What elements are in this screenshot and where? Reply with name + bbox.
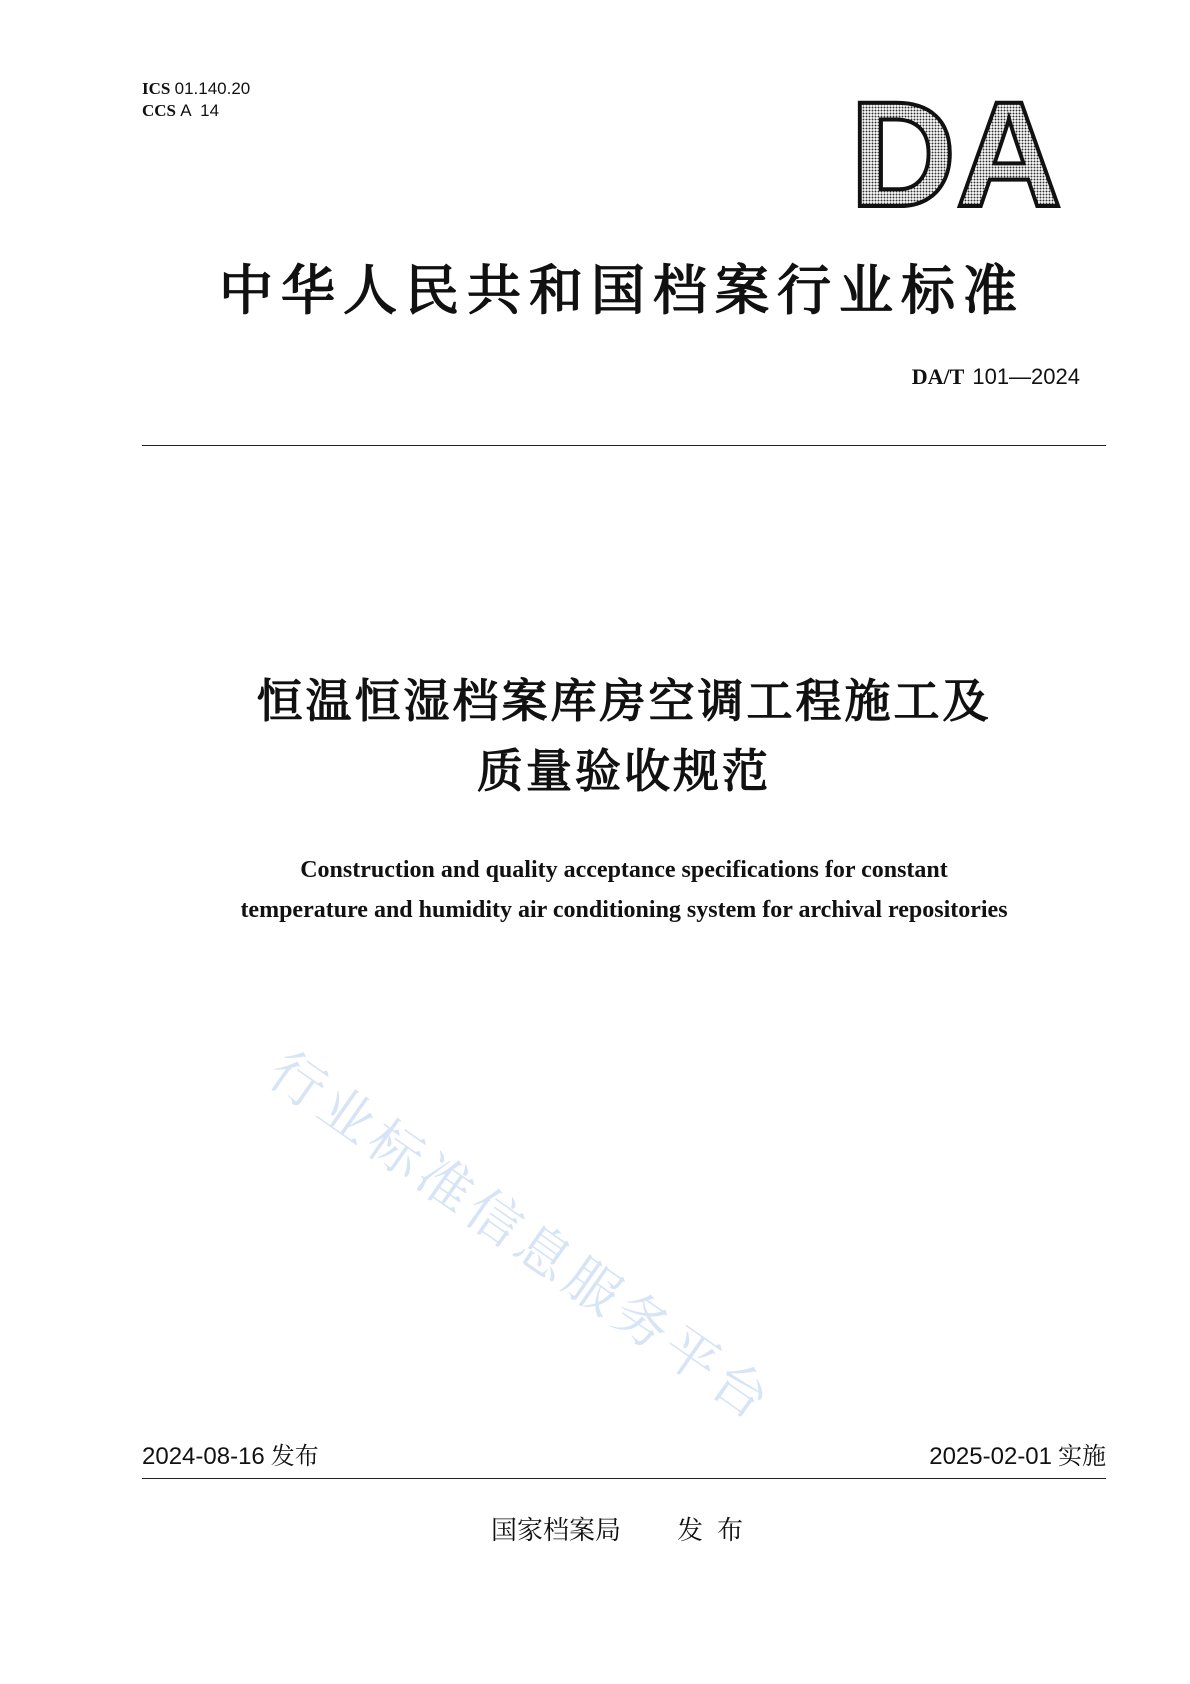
da-logo-text: DA [850,88,1062,216]
ccs-label: CCS [142,101,177,120]
implementation-date [929,1436,1106,1471]
ics-value: 01.140.20 [174,79,251,98]
implementation-date-value: 2025-02-01 [929,1443,1052,1470]
ics-label: ICS [142,79,171,98]
da-logo [850,88,1065,216]
issue-date-value: 2024-08-16 [142,1443,265,1470]
issue-date [142,1436,319,1471]
english-title-line-2: temperature and humidity air conditioning system for archival repositories [240,897,1008,923]
publisher-name: 国家档案局 [490,1516,621,1546]
chinese-title [142,666,1106,806]
watermark: 行业标准信息服务平台 [257,1039,786,1435]
ccs-value: A 14 [180,101,220,120]
standard-number [912,364,1080,390]
ics-code [142,78,250,100]
publisher-action: 发布 [677,1516,758,1546]
standard-number-value: 101—2024 [972,364,1080,389]
ccs-code [142,100,250,122]
chinese-title-line-2: 质量验收规范 [477,744,771,798]
implementation-date-word: 实施 [1058,1442,1106,1470]
english-title [142,850,1106,930]
issue-date-word: 发布 [270,1442,319,1470]
english-title-line-1: Construction and quality acceptance specifications for constant [300,857,948,883]
chinese-title-line-1: 恒温恒湿档案库房空调工程施工及 [256,674,992,728]
publisher [142,1510,1106,1547]
footer-divider [142,1478,1106,1479]
classification-codes [142,78,250,122]
standard-category-title: 中华人民共和国档案行业标准 [219,259,1025,322]
header-divider [142,445,1106,446]
standard-number-prefix: DA/T [911,364,965,389]
